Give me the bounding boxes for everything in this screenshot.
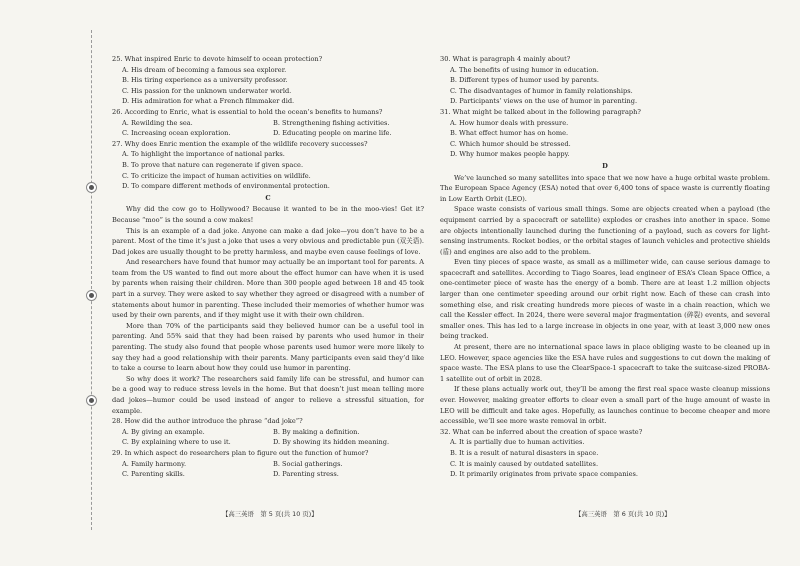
passage-paragraph: Even tiny pieces of space waste, as small as a millimeter wide, can cause serious damage to spacecraft and satellites. According to Tiago Soares, lead engineer of ESA’s Clean Space Office, a one-centimeter piece of waste has the energy of a bomb. There are at least 1.2 million objects larger than one centimeter speeding around our orbit right now. Each of these can crash into something else, and risk creating hundreds more pieces of waste in a chain reaction, which we call the Kessler effect. In 2024, there were several major fragmentation (碎裂) events, and several smaller ones. This has led to a large increase in objects in one year, with at least 3,000 new ones being tracked. bbox=[440, 258, 770, 341]
question-29: 29. In which aspect do researchers plan to figure out the function of humor? bbox=[112, 448, 369, 457]
passage-paragraph: Space waste consists of various small things. Some are objects created when a payload (the equipment carried by a spacecraft or satellite) explodes or crashes into another in space. Some are objects intentionally launched during the functioning of a payload, such as covers for light-sensing instruments. Rocket bodies, or the orbital stages of launch vehicles and protective shields (盾) and engines are also add to the problem. bbox=[440, 205, 770, 256]
page-footer-right: 【高三英语 第 6 页(共 10 页)】 bbox=[575, 510, 671, 518]
option: D. His admiration for what a French filmmaker did. bbox=[122, 97, 295, 106]
passage-paragraph: At present, there are no international space laws in place obliging waste to be cleaned up in LEO. However, space agencies like the ESA have rules and suggestions to cut down the making of space waste. The ESA plans to use the ClearSpace-1 spacecraft to take the suitcase-sized PROBA-1 satellite out of orbit in 2028. bbox=[440, 343, 770, 383]
option: B. It is a result of natural disasters in space. bbox=[450, 448, 599, 457]
passage-paragraph: More than 70% of the participants said they believed humor can be a useful tool in parenting. And 55% said that they had been raised by parents who used humor in their parenting. The study also found that people whose parents used humor were more likely to say they had a good relationship with their parents. Many participants even said they’d like to take a course to learn about how they could use humor in parenting. bbox=[112, 321, 424, 373]
question-25: 25. What inspired Enric to devote himself to ocean protection? bbox=[112, 55, 323, 63]
question-32: 32. What can be inferred about the creation of space waste? bbox=[440, 427, 643, 436]
option: D. Parenting stress. bbox=[273, 470, 339, 479]
passage-paragraph: If these plans actually work out, they’ll be among the first real space waste cleanup missions ever. However, making greater efforts to clear even a small part of the huge amount of waste in LEO will be difficult and take ages. Hopefully, as launches continue to become cheaper and more accessible, we’ll see more waste removal in orbit. bbox=[440, 385, 770, 426]
option-row bbox=[122, 118, 424, 129]
option: A. It is partially due to human activities. bbox=[450, 438, 585, 447]
option: B. Social gatherings. bbox=[273, 459, 343, 468]
option: B. Strengthening fishing activities. bbox=[273, 118, 390, 127]
section-heading-d: D bbox=[602, 161, 608, 170]
question-30: 30. What is paragraph 4 mainly about? bbox=[440, 55, 571, 63]
option-row bbox=[122, 469, 424, 480]
option: D. By showing its hidden meaning. bbox=[273, 438, 390, 447]
section-heading-c: C bbox=[265, 193, 271, 202]
binding-hole-icon bbox=[86, 182, 97, 193]
option: D. Educating people on marine life. bbox=[273, 129, 392, 138]
passage-paragraph: This is an example of a dad joke. Anyone can make a dad joke—you don’t have to be a parent. Most of the time it’s just a joke that uses a very obvious and predictable pun (双关语). Dad jokes are usually thought to be pretty harmless, and maybe even cause feelings of love. bbox=[112, 226, 424, 256]
option: B. To prove that nature can regenerate if given space. bbox=[122, 160, 304, 169]
option: C. Which humor should be stressed. bbox=[450, 139, 571, 148]
option: C. His passion for the unknown underwater world. bbox=[122, 86, 292, 95]
question-31: 31. What might be talked about in the following paragraph? bbox=[440, 107, 641, 116]
question-28: 28. How did the author introduce the phrase “dad joke”? bbox=[112, 417, 303, 426]
option: C. Parenting skills. bbox=[122, 470, 185, 479]
option: D. It primarily originates from private space companies. bbox=[450, 470, 638, 479]
option: A. Family harmony. bbox=[122, 459, 187, 468]
page-footer-left: 【高三英语 第 5 页(共 10 页)】 bbox=[222, 510, 318, 518]
option: C. By explaining where to use it. bbox=[122, 438, 231, 447]
option: D. Why humor makes people happy. bbox=[450, 150, 570, 159]
option: B. Different types of humor used by parents. bbox=[450, 76, 599, 85]
option: D. To compare different methods of environmental protection. bbox=[122, 182, 330, 191]
option: C. It is mainly caused by outdated satellites. bbox=[450, 459, 599, 468]
option: A. By giving an example. bbox=[122, 427, 205, 436]
option: B. His tiring experience as a university professor. bbox=[122, 76, 288, 85]
option: A. Rewilding the sea. bbox=[122, 118, 193, 127]
option: B. By making a definition. bbox=[273, 427, 360, 436]
passage-paragraph: So why does it work? The researchers said family life can be stressful, and humor can be a good way to reduce stress levels in the home. But that doesn’t just mean telling more dad jokes—humor could be used instead of anger to relieve a stressful situation, for example. bbox=[112, 374, 424, 415]
option: B. What effect humor has on home. bbox=[450, 129, 569, 138]
question-26: 26. According to Enric, what is essential to hold the ocean’s benefits to humans? bbox=[112, 107, 383, 116]
option: A. His dream of becoming a famous sea explorer. bbox=[122, 65, 287, 74]
option: C. The disadvantages of humor in family relationships. bbox=[450, 86, 633, 95]
passage-paragraph: Why did the cow go to Hollywood? Because it wanted to be in the moo-vies! Get it? Because “moo” is the sound a cow makes! bbox=[112, 205, 424, 224]
option-row bbox=[122, 427, 424, 438]
option: C. To criticize the impact of human activities on wildlife. bbox=[122, 171, 311, 180]
option-row bbox=[122, 459, 424, 470]
option: A. To highlight the importance of national parks. bbox=[122, 150, 285, 159]
option: D. Participants’ views on the use of humor in parenting. bbox=[450, 97, 638, 106]
right-column bbox=[440, 54, 770, 480]
binding-hole-icon bbox=[86, 290, 97, 301]
passage-paragraph: We’ve launched so many satellites into space that we now have a huge orbital waste problem. The European Space Agency (ESA) noted that over 6,400 tons of space waste is currently floating in Low Earth Orbit (LEO). bbox=[440, 173, 770, 203]
option-row bbox=[122, 128, 424, 139]
passage-paragraph: And researchers have found that humor may actually be an important tool for parents. A team from the US wanted to find out more about the effect humor can have when it is used by parents when raising their children. More than 300 people aged between 18 and 45 took part in a survey. They were asked to say whether they agreed or disagreed with a number of statements about humor in parenting. These included their memories of whether humor was used by their own parents, and if they might use it with their own children. bbox=[112, 258, 424, 320]
binding-hole-icon bbox=[86, 395, 97, 406]
binding-line bbox=[91, 30, 92, 530]
option: A. How humor deals with pressure. bbox=[450, 118, 569, 127]
question-27: 27. Why does Enric mention the example of the wildlife recovery successes? bbox=[112, 139, 368, 148]
option: A. The benefits of using humor in education. bbox=[450, 65, 599, 74]
option: C. Increasing ocean exploration. bbox=[122, 129, 231, 138]
left-column bbox=[112, 54, 424, 480]
option-row bbox=[122, 437, 424, 448]
